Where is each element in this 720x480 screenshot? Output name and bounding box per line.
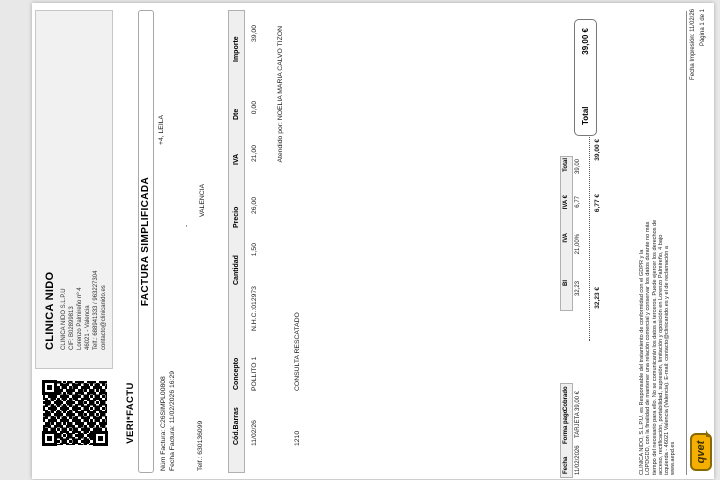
qvet-logo: qvet [690,433,712,471]
legal-line: LOPDGDD, con la finalidad de mantener una relación comercial y conservar los datos durante no más [645,221,652,475]
grand-total-value: 39,00 € [581,28,590,55]
attended-by: Atendido por: NOELIA MARIA CALVO TIZON [277,26,284,163]
payment-method: TARJETA [575,412,581,438]
qr-finder-icon [42,431,57,446]
payment-paid: 39,00 € [575,390,581,411]
item-row-concept: CONSULTA RESCATADO [294,312,301,391]
tax-total-iva-eur: 6,77 € [594,194,601,213]
item-row-barcode: 1210 [294,430,301,446]
items-col-dte: Dte [233,108,240,120]
items-col-iva: IVA [233,153,240,165]
item-row-dte: 0,00 [251,101,258,115]
clinic-company: CLINICA NIDO S.L.P.U [61,288,67,350]
payment-table-header [560,383,573,478]
tax-col-total: Total [563,158,569,172]
tax-iva-pct: 21,00% [575,234,581,255]
item-row-qty: 1,50 [251,243,258,257]
tax-total: 39,00 [575,159,581,175]
clinic-address: Lorenzo Palmireño nº 4 [77,287,83,350]
tax-col-bi: BI [563,280,569,286]
qr-finder-icon [93,431,108,446]
verifactu-qr-code [42,380,108,446]
footer-divider [686,11,687,475]
invoice-title: FACTURA SIMPLIFICADA [138,10,154,473]
clinic-name: CLINICA NIDO [44,271,56,350]
print-date: Fecha Impresión: 11/02/26 [690,9,696,80]
item-row-price: 26,00 [251,197,258,215]
tax-table-header [560,156,573,311]
tax-iva-eur: 6,77 [575,196,581,208]
legal-line: tiempo del necesario para ello. No se comunicarán los datos a terceros. Puede ejercer los derechos de [651,219,658,475]
legal-link: www.aepd.es [670,441,677,475]
legal-line: CLINICA NIDO, S.L.P.U. es Responsable del tratamiento de conformidad con el GDPR y la [639,249,645,475]
tax-col-iva: IVA [563,233,569,243]
client-city: VALENCIA [199,183,206,217]
qvet-logo-tail-icon [706,430,710,437]
grand-total-label: Total [581,106,590,125]
client-address: - [183,224,190,227]
tax-bi: 32,23 [575,281,581,297]
clinic-cif: CIF: B02899813 [69,306,75,350]
clinic-header-box [35,10,113,369]
items-col-importe: Importe [233,36,240,62]
items-col-concept: Concepto [233,357,240,390]
items-table-header [228,10,245,473]
item-row-iva: 21,00 [251,145,258,163]
payment-col-date: Fecha [563,456,569,474]
legal-line: acceso, rectificación, portabilidad, supresión, limitación y oposición en Lorenzo Palmireño, 4 bajo [657,234,664,475]
payment-col-paid: Cobrado [563,386,569,411]
payment-date: 11/02/2026 [575,445,581,475]
invoice-date: Fecha Factura: 11/02/2026 16:29 [169,370,176,471]
invoice-page-rotated [32,3,714,479]
verifactu-label: VERI*FACTU [125,382,136,444]
item-row-nhc: N.H.C.:012973 [251,286,258,331]
item-row-concept: POLLITO 1 [251,356,258,391]
grand-total-box [574,19,597,136]
clinic-email: contacto@clinicanido.es [101,285,107,350]
item-row-barcode: 11/02/26 [251,420,258,446]
item-row-importe: 39,00 [251,25,258,43]
legal-line: izquierda - 46021 Valencia (Valencia). E-mail: contacto@clinicanido.es y el de reclamación a [664,245,671,475]
items-col-qty: Cantidad [233,255,240,285]
qr-finder-icon [42,380,57,395]
tax-total-bi: 32,23 € [594,287,601,309]
tax-totals-divider [589,131,590,341]
items-col-price: Precio [233,206,240,228]
clinic-city: 46021 - Valencia [85,305,91,350]
tax-col-iva-eur: IVA € [563,195,569,210]
invoice-number: Núm Factura: C26SIMPL00808 [160,376,167,471]
clinic-phone: Telf.: 688941333 / 963227304 [93,270,99,350]
items-col-barcode: Cód.Barras [233,407,240,445]
page-number: Página 1 de 1 [700,9,706,47]
payment-col-method: Forma pago [563,409,569,444]
tax-total-amount: 39,00 € [594,139,601,161]
gdpr-legal-text [639,175,685,475]
client-name: +4, LEILA [158,114,165,145]
invoice-phone: Telf.: 630136099 [197,420,204,471]
